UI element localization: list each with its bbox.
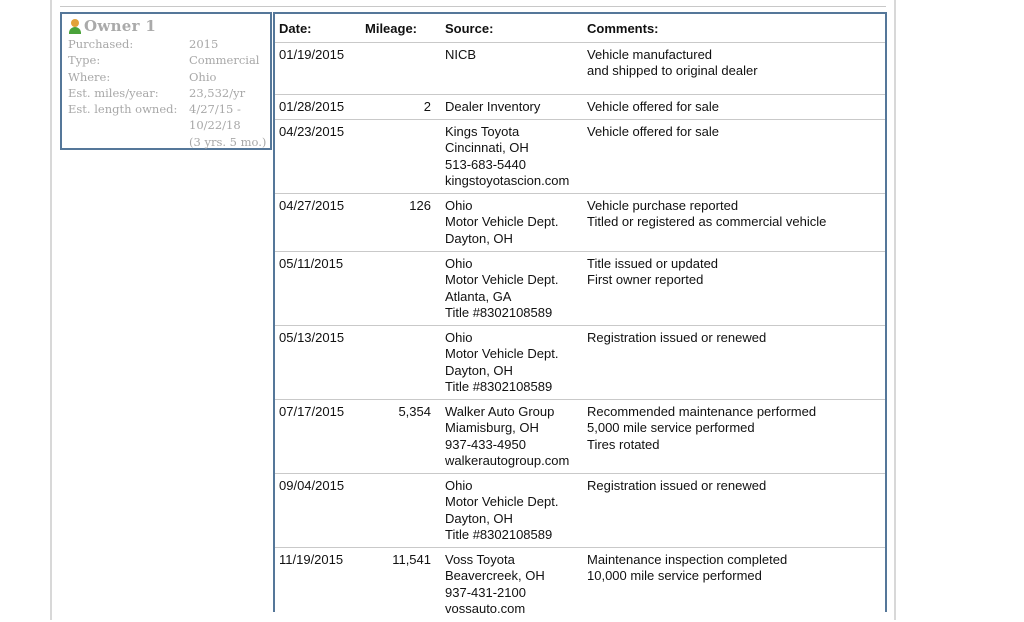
comment-line: Vehicle offered for sale: [587, 99, 720, 114]
comment-line: Maintenance inspection completed: [587, 552, 788, 567]
owner-field-value: 2015: [189, 37, 219, 51]
source-line: walkerautogroup.com: [445, 452, 570, 468]
source-line: vossauto.com: [445, 600, 526, 616]
row-date: 04/23/2015: [279, 124, 345, 139]
comment-line: First owner reported: [587, 272, 704, 288]
row-source: [431, 99, 577, 119]
row-source: [431, 404, 577, 473]
source-line: Title #8302108589: [445, 304, 553, 320]
table-row: [275, 194, 885, 252]
table-row: [275, 326, 885, 400]
row-source: [431, 198, 577, 251]
history-table-header: [275, 14, 885, 43]
source-line: Atlanta, GA: [445, 288, 512, 304]
owner-summary-card: [60, 12, 272, 150]
row-mileage: 2: [423, 99, 431, 114]
row-mileage: 5,354: [398, 404, 431, 419]
owner-field-label: Type:: [68, 53, 101, 68]
history-table: [273, 12, 887, 616]
source-line: 937-431-2100: [445, 584, 526, 600]
header-mileage: Mileage:: [365, 21, 418, 36]
owner-field-miles-year: [68, 85, 264, 101]
owner-field-where: [68, 69, 264, 85]
owner-length-duration: (3 yrs. 5 mo.): [189, 134, 267, 149]
row-date: 01/28/2015: [279, 99, 345, 114]
row-comments: [577, 330, 885, 399]
owner-person-icon: [68, 18, 82, 34]
row-date: 05/11/2015: [279, 256, 344, 271]
owner-field-value: [189, 101, 266, 150]
source-line: Walker Auto Group: [445, 404, 555, 419]
source-line: NICB: [445, 47, 477, 62]
row-mileage: [363, 256, 431, 325]
comment-line: 5,000 mile service performed: [587, 420, 755, 436]
row-mileage: 11,541: [392, 552, 431, 567]
source-line: Title #8302108589: [445, 526, 553, 542]
source-line: Motor Vehicle Dept.: [445, 214, 559, 230]
source-line: Ohio: [445, 256, 473, 271]
source-line: Beavercreek, OH: [445, 568, 545, 584]
source-line: Ohio: [445, 198, 473, 213]
owner-field-type: [68, 52, 264, 68]
source-line: Dealer Inventory: [445, 99, 541, 114]
comment-line: Recommended maintenance performed: [587, 404, 817, 419]
row-date: 01/19/2015: [279, 47, 345, 62]
header-source: Source:: [445, 21, 494, 36]
comment-line: Vehicle purchase reported: [587, 198, 739, 213]
source-line: Ohio: [445, 330, 473, 345]
row-comments: [577, 478, 885, 547]
row-source: [431, 552, 577, 622]
source-line: Motor Vehicle Dept.: [445, 346, 559, 362]
row-comments: [577, 404, 885, 473]
source-line: Cincinnati, OH: [445, 140, 529, 156]
source-line: Motor Vehicle Dept.: [445, 272, 559, 288]
source-line: Miamisburg, OH: [445, 420, 539, 436]
table-row: [275, 120, 885, 194]
source-line: Dayton, OH: [445, 230, 513, 246]
row-mileage: 126: [409, 198, 431, 213]
row-date: 05/13/2015: [279, 330, 345, 345]
source-line: 513-683-5440: [445, 156, 526, 172]
source-line: Motor Vehicle Dept.: [445, 494, 559, 510]
owner-length-start: 4/27/15 -: [189, 102, 241, 117]
source-line: Dayton, OH: [445, 362, 513, 378]
row-date: 11/19/2015: [279, 552, 344, 567]
source-line: Dayton, OH: [445, 510, 513, 526]
comment-line: Tires rotated: [587, 436, 660, 452]
source-line: kingstoyotascion.com: [445, 172, 570, 188]
row-mileage: [363, 47, 431, 94]
table-row: [275, 43, 885, 95]
source-line: Ohio: [445, 478, 473, 493]
row-comments: [577, 124, 885, 193]
top-divider: [60, 6, 886, 7]
table-row: [275, 474, 885, 548]
row-mileage: [363, 124, 431, 193]
comment-line: Titled or registered as commercial vehicle: [587, 214, 827, 230]
owner-field-label: Where:: [68, 69, 111, 84]
comment-line: Vehicle manufactured: [587, 47, 713, 62]
row-comments: [577, 552, 885, 622]
owner-field-value: 23,532/yr: [189, 85, 246, 100]
owner-field-length-owned: [68, 101, 267, 150]
row-mileage: [363, 478, 431, 547]
owner-field-purchased: [68, 36, 264, 52]
comment-line: Registration issued or renewed: [587, 330, 767, 345]
row-comments: [577, 47, 885, 94]
row-source: [431, 330, 577, 399]
header-comments: Comments:: [587, 21, 659, 36]
table-row: [275, 95, 885, 120]
row-date: 09/04/2015: [279, 478, 345, 493]
owner-length-end: 10/22/18: [189, 118, 241, 133]
row-comments: [577, 256, 885, 325]
comment-line: Registration issued or renewed: [587, 478, 767, 493]
row-date: 04/27/2015: [279, 198, 345, 213]
row-mileage: [363, 330, 431, 399]
history-rows: [275, 43, 885, 622]
table-row: [275, 400, 885, 474]
comment-line: Vehicle offered for sale: [587, 124, 720, 139]
row-source: [431, 478, 577, 547]
owner-field-value: Ohio: [189, 69, 217, 84]
source-line: 937-433-4950: [445, 436, 526, 452]
owner-field-label: Est. length owned:: [68, 102, 178, 117]
comment-line: 10,000 mile service performed: [587, 568, 762, 584]
header-date: Date:: [279, 21, 312, 36]
row-source: [431, 124, 577, 193]
table-row: [275, 548, 885, 622]
row-date: 07/17/2015: [279, 404, 345, 419]
owner-field-value: Commercial: [189, 53, 260, 68]
table-row: [275, 252, 885, 326]
source-line: Kings Toyota: [445, 124, 520, 139]
owner-title: Owner 1: [84, 17, 157, 35]
source-line: Title #8302108589: [445, 378, 553, 394]
owner-header: [68, 16, 264, 36]
owner-field-label: Est. miles/year:: [68, 85, 159, 100]
comment-line: Title issued or updated: [587, 256, 719, 271]
row-source: [431, 47, 577, 94]
comment-line: and shipped to original dealer: [587, 63, 758, 79]
source-line: Voss Toyota: [445, 552, 515, 567]
row-comments: [577, 99, 885, 119]
owner-field-label: Purchased:: [68, 37, 134, 51]
row-source: [431, 256, 577, 325]
row-comments: [577, 198, 885, 251]
